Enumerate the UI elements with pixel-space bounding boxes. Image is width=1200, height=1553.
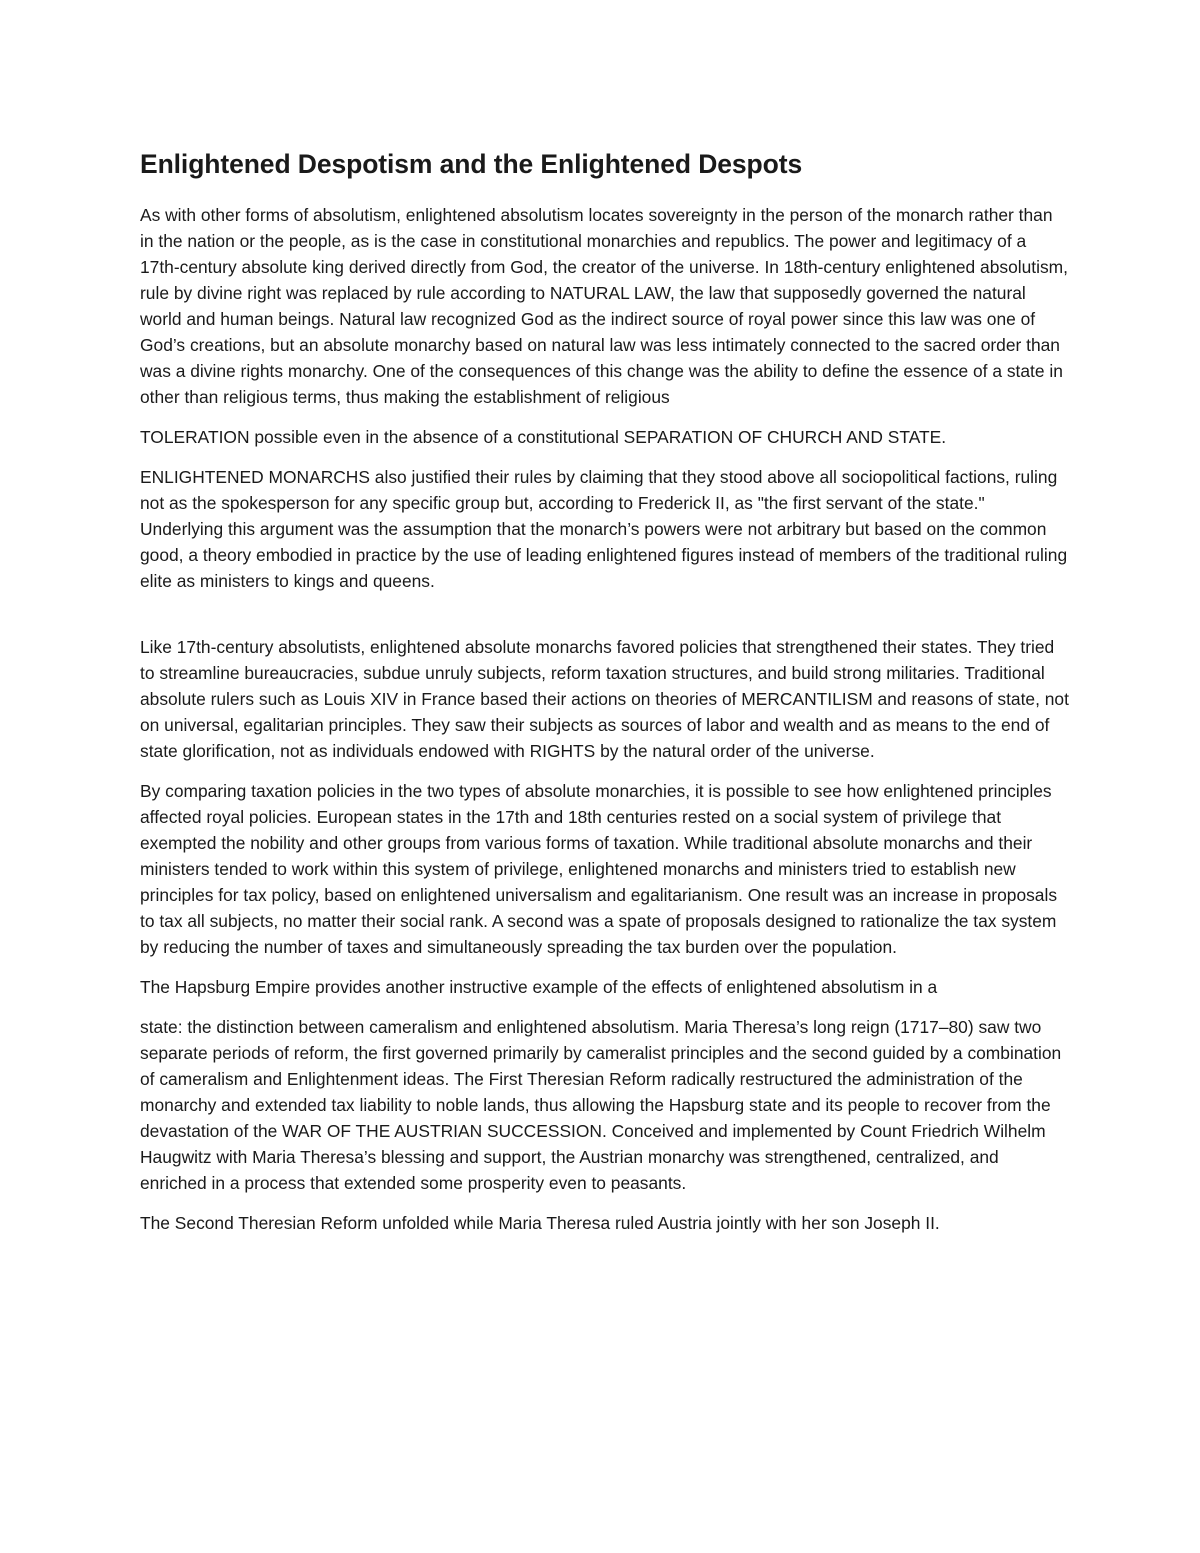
paragraph-theresian-reform: state: the distinction between cameralism and enlightened absolutism. Maria Theresa’s long reign (1717–80) saw two separate periods of reform, the first governed primarily by cameralist principles and the second guided by a combination of cameralism and Enlightenment ideas. The First Theresian Reform radically restructured the administration of the monarchy and extended tax liability to noble lands, thus allowing the Hapsburg state and its people to recover from the devastation of the WAR OF THE AUSTRIAN SUCCESSION. Conceived and implemented by Count Friedrich Wilhelm Haugwitz with Maria Theresa’s blessing and support, the Austrian monarchy was strengthened, centralized, and enriched in a process that extended some prosperity even to peasants.	[140, 1017, 1062, 1193]
paragraph-toleration: TOLERATION possible even in the absence of a constitutional SEPARATION OF CHURCH AND STATE.	[140, 427, 947, 447]
paragraph-natural-law: As with other forms of absolutism, enlightened absolutism locates sovereignty in the person of the monarch rather than in the nation or the people, as is the case in constitutional monarchies and republics. The power and legitimacy of a 17th-century absolute king derived directly from God, the creator of the universe. In 18th-century enlightened absolutism, rule by divine right was replaced by rule according to NATURAL LAW, the law that supposedly governed the natural world and human beings. Natural law recognized God as the indirect source of royal power since this law was one of God’s creations, but an absolute monarchy based on natural law was less intimately connected to the sacred order than was a divine rights monarchy. One of the consequences of this change was the ability to define the essence of a state in other than religious terms, thus making the establishment of religious	[140, 205, 1069, 407]
document-page	[140, 140, 1070, 1250]
paragraph-enlightened-monarchs: ENLIGHTENED MONARCHS also justified their rules by claiming that they stood above all sociopolitical factions, ruling not as the spokesperson for any specific group but, according to Frederick II, as "the first servant of the state." Underlying this argument was the assumption that the monarch’s powers were not arbitrary but based on the common good, a theory embodied in practice by the use of leading enlightened figures instead of members of the traditional ruling elite as ministers to kings and queens.	[140, 467, 1068, 591]
paragraph-second-reform: The Second Theresian Reform unfolded while Maria Theresa ruled Austria jointly with her son Joseph II.	[140, 1213, 940, 1233]
document-title: Enlightened Despotism and the Enlightened Despots	[140, 149, 803, 179]
paragraph-taxation: By comparing taxation policies in the two types of absolute monarchies, it is possible to see how enlightened principles affected royal policies. European states in the 17th and 18th centuries rested on a social system of privilege that exempted the nobility and other groups from various forms of taxation. While traditional absolute monarchs and their ministers tended to work within this system of privilege, enlightened monarchs and ministers tried to establish new principles for tax policy, based on enlightened universalism and egalitarianism. One result was an increase in proposals to tax all subjects, no matter their social rank. A second was a spate of proposals designed to rationalize the tax system by reducing the number of taxes and simultaneously spreading the tax burden over the population.	[140, 781, 1058, 957]
paragraph-hapsburg-intro: The Hapsburg Empire provides another instructive example of the effects of enlightened absolutism in a	[140, 977, 938, 997]
paragraph-policies: Like 17th-century absolutists, enlightened absolute monarchs favored policies that strengthened their states. They tried to streamline bureaucracies, subdue unruly subjects, reform taxation structures, and build strong militaries. Traditional absolute rulers such as Louis XIV in France based their actions on theories of MERCANTILISM and reasons of state, not on universal, egalitarian principles. They saw their subjects as sources of labor and wealth and as means to the end of state glorification, not as individuals endowed with RIGHTS by the natural order of the universe.	[140, 637, 1069, 761]
